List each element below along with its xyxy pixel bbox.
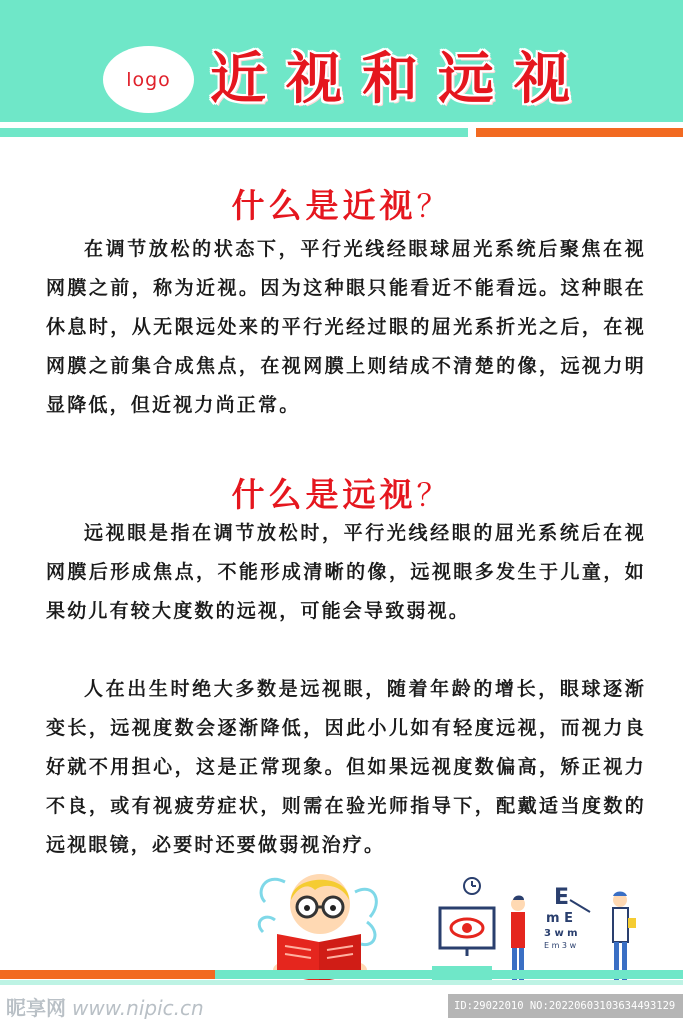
watermark-site: www.nipic.cn (72, 996, 204, 1020)
svg-text:m E: m E (546, 911, 573, 926)
paragraph-hyperopia-2: 人在出生时绝大多数是远视眼，随着年龄的增长，眼球逐渐变长，远视度数会逐渐降低，因此小儿如有轻度远视，而视力良好就不用担心，这是正常现象。但如果远视度数偏高，矫正视力不良，或有视疲劳症状，则需在验光师指导下，配戴适当度数的远视眼镜，必要时还要做弱视治疗。 (46, 678, 646, 856)
image-id-label: ID:29022010 NO:20220603103634493129 (448, 994, 683, 1018)
page-title: 近视和远视 (210, 47, 590, 112)
paragraph-myopia: 在调节放松的状态下，平行光线经眼球屈光系统后聚焦在视网膜之前，称为近视。因为这种眼只能看近不能看远。这种眼在休息时，从无限远处来的平行光经过眼的屈光系折光之后，在视网膜之前集合成焦点，在视网膜上则结成不清楚的像，远视力明显降低，但近视力尚正常。 (46, 238, 646, 416)
header-banner (0, 0, 683, 122)
section-title-mark: ？ (416, 189, 452, 225)
footer-strip-orange (0, 970, 215, 979)
section-title-hyperopia (0, 469, 683, 516)
divider-orange (476, 128, 683, 137)
section-title-text: 什么是近视 (231, 186, 417, 225)
logo-text: logo (126, 68, 171, 91)
footer-strip-teal (215, 970, 683, 979)
watermark-brand: 昵享网 (6, 996, 66, 1020)
paragraph-hyperopia-1: 远视眼是指在调节放松时，平行光线经眼的屈光系统后在视网膜后形成焦点，不能形成清晰的像，远视眼多发生于儿童，如果幼儿有较大度数的远视，可能会导致弱视。 (46, 522, 646, 622)
divider-teal (0, 128, 468, 137)
section-title-text: 什么是远视 (231, 475, 417, 514)
svg-text:E: E (554, 885, 570, 910)
svg-text:3 w m: 3 w m (544, 928, 578, 939)
svg-text:E m 3 w: E m 3 w (544, 941, 577, 950)
logo (103, 46, 194, 113)
reading-kid-icon (255, 862, 385, 984)
section-title-mark: ？ (416, 478, 452, 514)
section-title-myopia (0, 180, 683, 227)
watermark (6, 992, 204, 1021)
eye-exam-icon (420, 870, 650, 986)
